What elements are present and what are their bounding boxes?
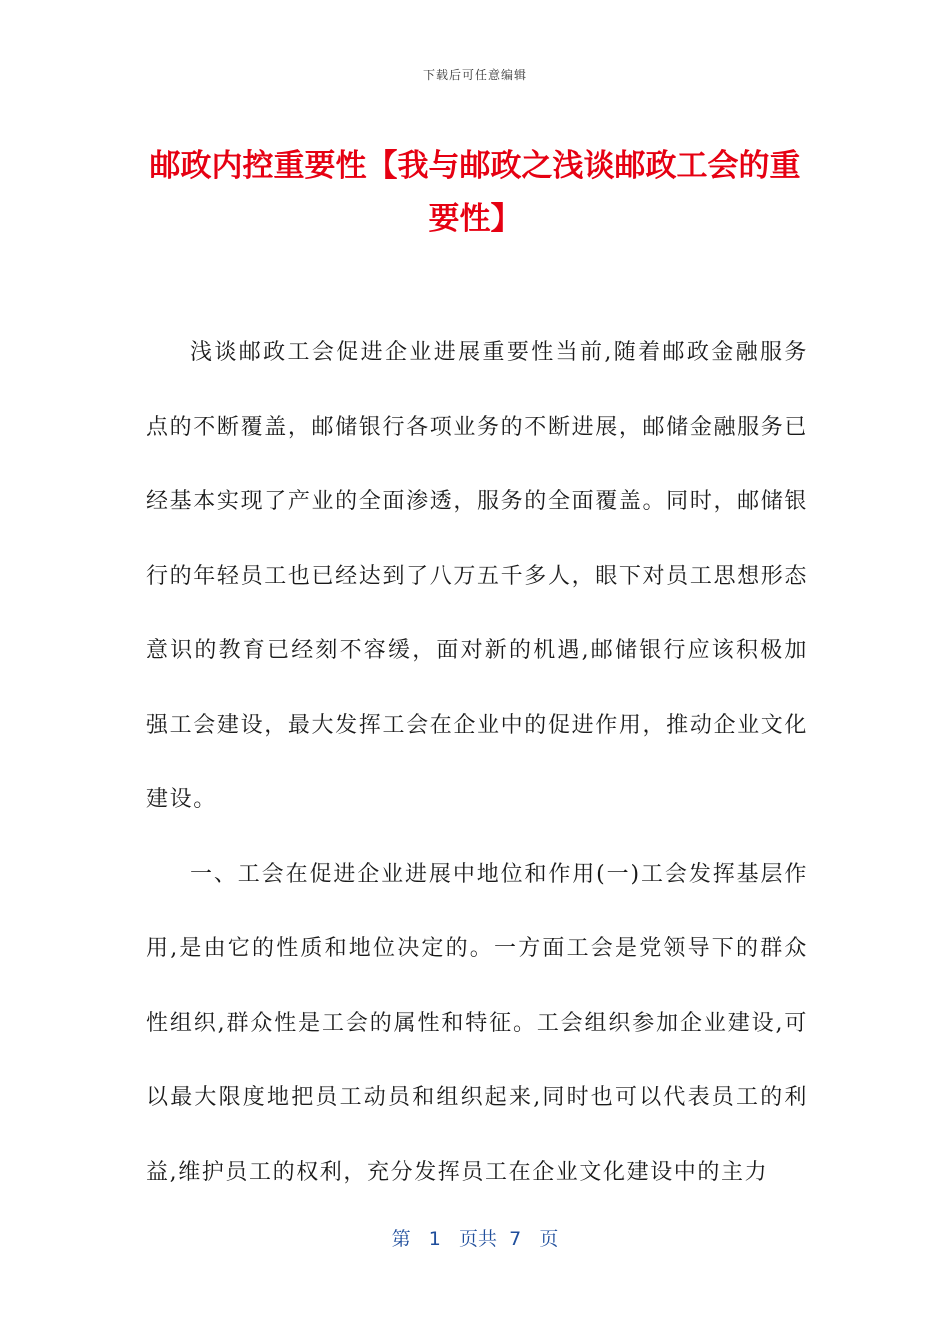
paragraph-intro: 浅谈邮政工会促进企业进展重要性当前,随着邮政金融服务点的不断覆盖，邮储银行各项业务的不断进展，邮储金融服务已经基本实现了产业的全面渗透，服务的全面覆盖。同时，邮储银行的年轻员工也已经达到了八万五千多人，眼下对员工思想形态意识的教育已经刻不容缓，面对新的机遇,邮储银行应该积极加强工会建设，最大发挥工会在企业中的促进作用，推动企业文化建设。 [146,340,808,812]
page-footer [0,1224,950,1251]
header-note: 下载后可任意编辑 [422,68,527,82]
document-body [146,316,808,1210]
footer-mid: 页共 [459,1228,498,1250]
paragraph-section-one: 一、工会在促进企业进展中地位和作用(一)工会发挥基层作用,是由它的性质和地位决定的。一方面工会是党领导下的群众性组织,群众性是工会的属性和特征。工会组织参加企业建设,可以最大限度地把员工动员和组织起来,同时也可以代表员工的利益,维护员工的权利，充分发挥员工在企业文化建设中的主力 [146,861,808,1185]
footer-suffix: 页 [539,1228,559,1250]
footer-prefix: 第 [391,1228,411,1250]
footer-total-pages: 7 [509,1228,522,1250]
footer-current-page: 1 [428,1228,441,1250]
document-title: 邮政内控重要性【我与邮政之浅谈邮政工会的重要性】 [149,148,801,237]
